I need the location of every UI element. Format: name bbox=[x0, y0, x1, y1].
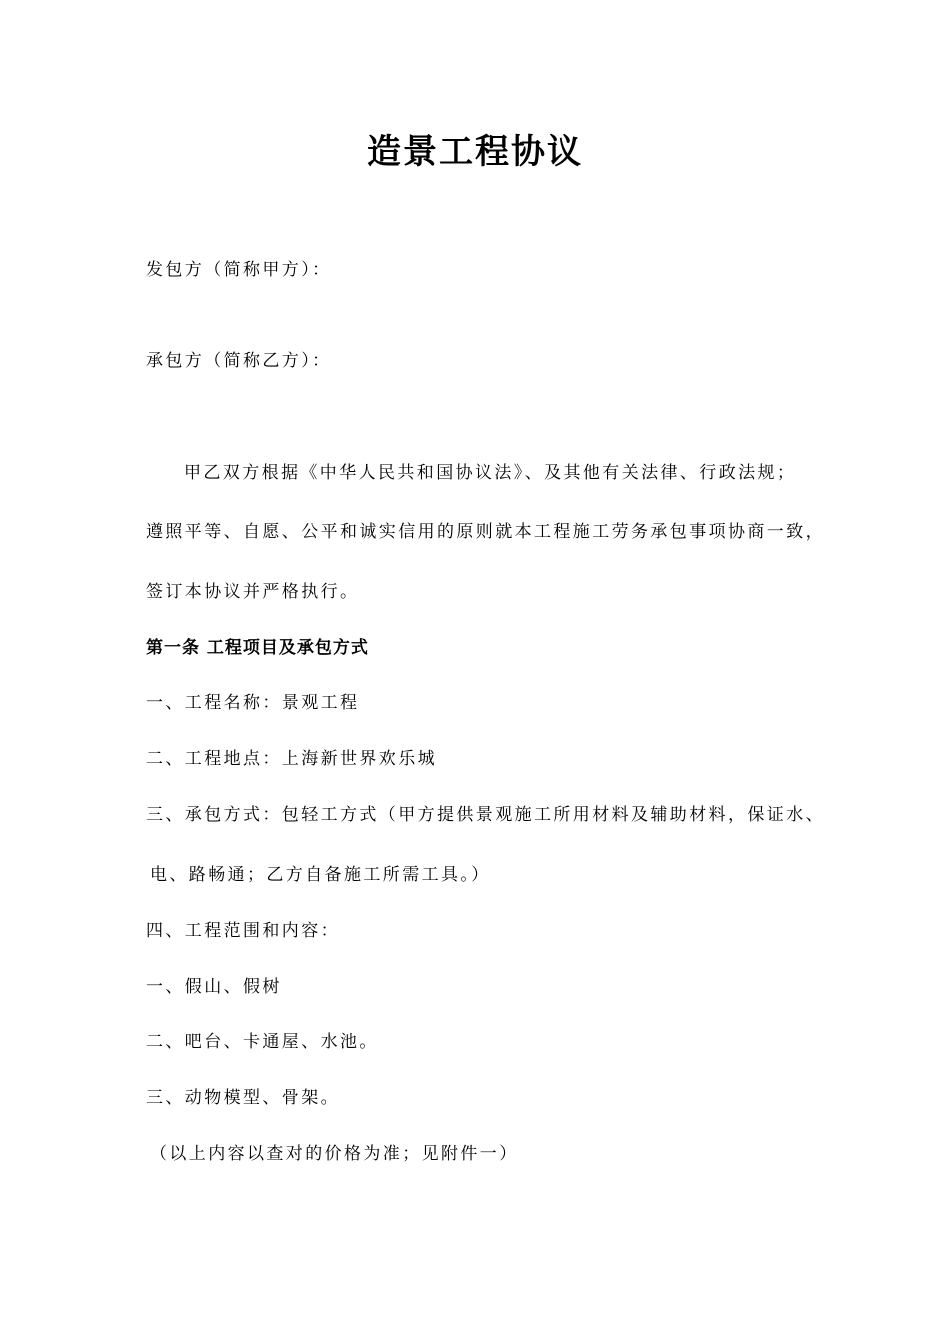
article-1-subitem-2: 二、吧台、卡通屋、水池。 bbox=[146, 1032, 379, 1052]
article-1-item-4: 四、工程范围和内容： bbox=[146, 921, 340, 941]
party-a-label: 发包方（简称甲方）： bbox=[146, 260, 332, 280]
preamble-line-1: 甲乙双方根据《中华人民共和国协议法》、及其他有关法律、行政法规； bbox=[184, 463, 797, 483]
article-1-heading: 第一条 工程项目及承包方式 bbox=[146, 638, 369, 658]
preamble-line-3: 签订本协议并严格执行。 bbox=[146, 582, 360, 602]
party-b-label: 承包方（简称乙方）： bbox=[146, 351, 332, 371]
article-1-item-1: 一、工程名称：景观工程 bbox=[146, 693, 360, 713]
article-1-note: （以上内容以查对的价格为准；见附件一） bbox=[150, 1144, 519, 1164]
article-1-item-2: 二、工程地点：上海新世界欢乐城 bbox=[146, 749, 437, 769]
article-1-item-3-cont: 电、路畅通；乙方自备施工所需工具。） bbox=[150, 865, 491, 885]
document-title: 造景工程协议 bbox=[367, 132, 583, 172]
article-1-subitem-3: 三、动物模型、骨架。 bbox=[146, 1088, 340, 1108]
preamble-line-2: 遵照平等、自愿、公平和诚实信用的原则就本工程施工劳务承包事项协商一致， bbox=[146, 522, 825, 542]
article-1-subitem-1: 一、假山、假树 bbox=[146, 977, 282, 997]
article-1-item-3: 三、承包方式：包轻工方式（甲方提供景观施工所用材料及辅助材料，保证水、 bbox=[146, 805, 825, 825]
